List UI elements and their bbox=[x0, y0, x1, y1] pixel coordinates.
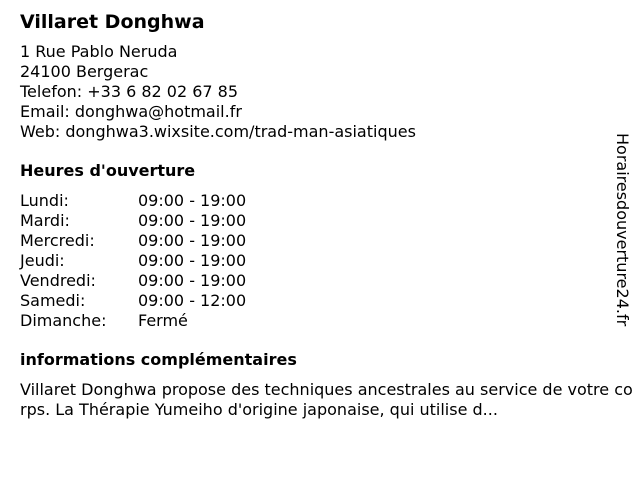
opening-hours-heading: Heures d'ouverture bbox=[20, 161, 196, 180]
address-block bbox=[20, 42, 620, 142]
day-label: Samedi: bbox=[20, 291, 86, 310]
hours-row-saturday bbox=[20, 291, 246, 311]
street-address: 1 Rue Pablo Neruda bbox=[20, 42, 178, 61]
additional-info-heading: informations complémentaires bbox=[20, 350, 297, 369]
site-watermark: Horairesdouverture24.fr bbox=[613, 133, 632, 327]
hours-row-monday bbox=[20, 191, 246, 211]
hours-row-sunday bbox=[20, 311, 246, 331]
hours-row-wednesday bbox=[20, 231, 246, 251]
day-label: Mercredi: bbox=[20, 231, 95, 250]
day-label: Dimanche: bbox=[20, 311, 107, 330]
website-link[interactable]: Web: donghwa3.wixsite.com/trad-man-asiatiques bbox=[20, 122, 416, 141]
city-postcode: 24100 Bergerac bbox=[20, 62, 149, 81]
time-range: 09:00 - 19:00 bbox=[138, 231, 247, 250]
email-address[interactable]: Email: donghwa@hotmail.fr bbox=[20, 102, 242, 121]
day-label: Mardi: bbox=[20, 211, 70, 230]
time-range: 09:00 - 12:00 bbox=[138, 291, 247, 310]
business-name: Villaret Donghwa bbox=[20, 11, 205, 33]
hours-row-thursday bbox=[20, 251, 246, 271]
time-range: 09:00 - 19:00 bbox=[138, 211, 247, 230]
opening-hours-table bbox=[20, 191, 246, 331]
day-label: Lundi: bbox=[20, 191, 69, 210]
time-range: 09:00 - 19:00 bbox=[138, 271, 247, 290]
time-range: 09:00 - 19:00 bbox=[138, 251, 247, 270]
hours-row-tuesday bbox=[20, 211, 246, 231]
additional-info-text: Villaret Donghwa propose des techniques ancestrales au service de votre corps. La Thérapie Yumeiho d'origine japonaise, qui utilise d... bbox=[20, 380, 633, 419]
time-range: Fermé bbox=[138, 311, 188, 330]
time-range: 09:00 - 19:00 bbox=[138, 191, 247, 210]
phone-number[interactable]: Telefon: +33 6 82 02 67 85 bbox=[20, 82, 239, 101]
day-label: Vendredi: bbox=[20, 271, 96, 290]
day-label: Jeudi: bbox=[20, 251, 65, 270]
hours-row-friday bbox=[20, 271, 246, 291]
